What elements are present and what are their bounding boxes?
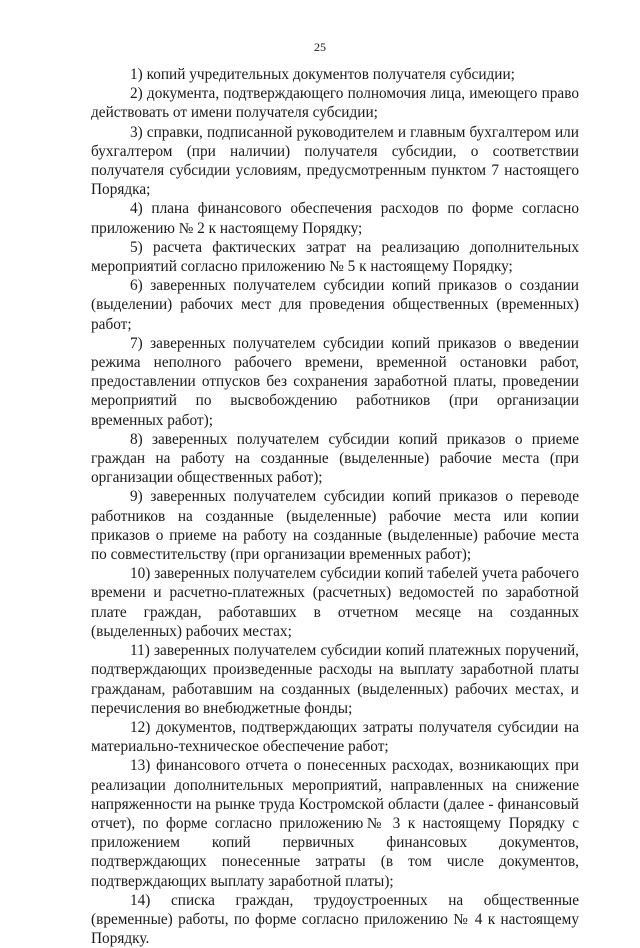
list-item: 5) расчета фактических затрат на реализацию дополнительных мероприятий согласно приложению № 5 к настоящему Порядку; — [91, 238, 579, 276]
list-item: 7) заверенных получателем субсидии копий приказов о введении режима неполного рабочего времени, временной остановки работ, предоставлении отпусков без сохранения заработной платы, проведении мероприятий по высвобождению работников (при организации временных работ); — [91, 334, 579, 429]
list-item: 13) финансового отчета о понесенных расходах, возникающих при реализации дополнительных мероприятий, направленных на снижение напряженности на рынке труда Костромской области (далее - финансовый отчет), по форме согласно приложению№ 3 к настоящему Порядку с приложением копий первичных финансовых документов, подтверждающих понесенные затраты (в том числе документов, подтверждающих выплату заработной платы); — [91, 757, 579, 890]
list-item: 9) заверенных получателем субсидии копий приказов о переводе работников на созданные (выделенные) рабочие места или копии приказов о приеме на работу на созданные (выделенные) рабочие места по совместительству (при организации временных работ); — [91, 488, 579, 564]
list-item: 10) заверенных получателем субсидии копий табелей учета рабочего времени и расчетно-платежных (расчетных) ведомостей по заработной плате граждан, работавших в отчетном месяце на созданных (выделенных) рабочих местах; — [91, 565, 579, 640]
page-number: 25 — [314, 40, 326, 54]
list-item: 6) заверенных получателем субсидии копий приказов о создании (выделении) рабочих мест для проведения общественных (временных) работ; — [91, 277, 579, 333]
list-item: 3) справки, подписанной руководителем и главным бухгалтером или бухгалтером (при наличии) получателя субсидии, о соответствии получателя субсидии условиям, предусмотренным пунктом 7 настоящего Порядка; — [91, 123, 579, 199]
list-item: 12) документов, подтверждающих затраты получателя субсидии на материально-техническое обеспечение работ; — [91, 718, 579, 756]
list-item: 1) копий учредительных документов получателя субсидии; — [130, 66, 515, 83]
list-item: 14) списка граждан, трудоустроенных на общественные (временные) работы, по форме согласно приложению № 4 к настоящему Порядку. — [91, 891, 579, 948]
list-item: 8) заверенных получателем субсидии копий приказов о приеме граждан на работу на созданные (выделенные) рабочие места (при организации общественных работ); — [91, 430, 579, 487]
list-item: 2) документа, подтверждающего полномочия лица, имеющего право действовать от имени получателя субсидии; — [91, 85, 579, 122]
document-body — [91, 65, 579, 948]
list-item: 11) заверенных получателем субсидии копий платежных поручений, подтверждающих произведенные расходы на выплату заработной платы гражданам, работавшим на созданных (выделенных) рабочих местах, и перечисления во внебюджетные фонды; — [91, 642, 579, 717]
list-item: 4) плана финансового обеспечения расходов по форме согласно приложению № 2 к настоящему Порядку; — [91, 200, 579, 237]
